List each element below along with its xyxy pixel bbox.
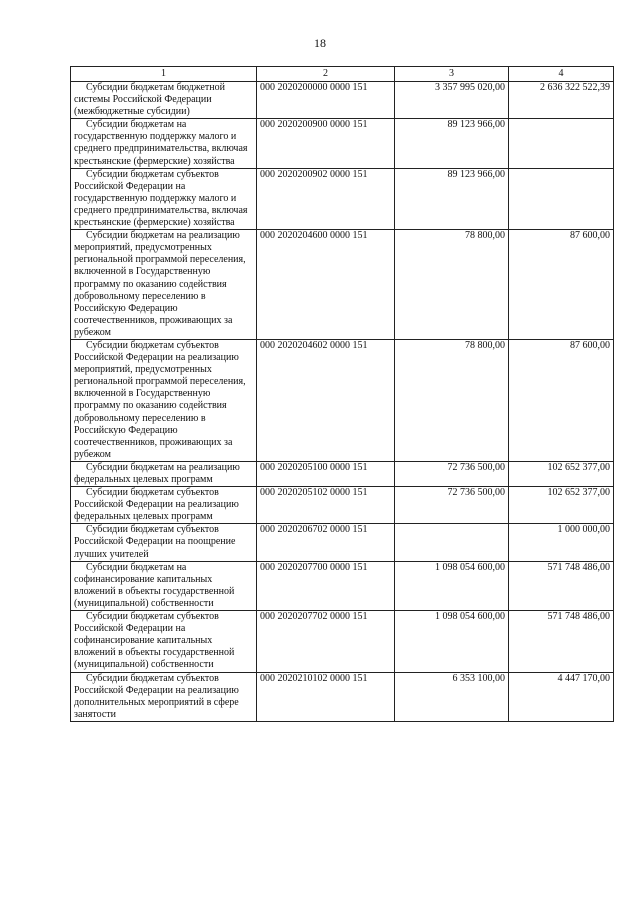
table-row bbox=[71, 611, 614, 672]
row-name-cell: Субсидии бюджетам субъектов Российской Федерации на реализацию дополнительных мероприятий в сфере занятости bbox=[71, 672, 257, 721]
table-row bbox=[71, 461, 614, 486]
row-code-cell: 000 2020207702 0000 151 bbox=[257, 611, 395, 672]
table-row bbox=[71, 561, 614, 610]
row-value-3-cell: 3 357 995 020,00 bbox=[395, 82, 509, 119]
row-name-cell: Субсидии бюджетам субъектов Российской Федерации на софинансирование капитальных вложений в объекты государственной (муниципальной) собственности bbox=[71, 611, 257, 672]
row-value-4-cell: 102 652 377,00 bbox=[509, 461, 614, 486]
row-code-cell: 000 2020205100 0000 151 bbox=[257, 461, 395, 486]
row-value-4-cell: 571 748 486,00 bbox=[509, 561, 614, 610]
row-value-4-cell: 4 447 170,00 bbox=[509, 672, 614, 721]
column-header-2: 2 bbox=[257, 67, 395, 82]
row-value-4-cell: 571 748 486,00 bbox=[509, 611, 614, 672]
table-row bbox=[71, 339, 614, 461]
row-code-cell: 000 2020210102 0000 151 bbox=[257, 672, 395, 721]
row-code-cell: 000 2020200902 0000 151 bbox=[257, 168, 395, 229]
column-header-1: 1 bbox=[71, 67, 257, 82]
row-code-cell: 000 2020204602 0000 151 bbox=[257, 339, 395, 461]
row-value-4-cell: 102 652 377,00 bbox=[509, 487, 614, 524]
row-code-cell: 000 2020200000 0000 151 bbox=[257, 82, 395, 119]
budget-table bbox=[70, 66, 614, 722]
table-row bbox=[71, 168, 614, 229]
column-header-4: 4 bbox=[509, 67, 614, 82]
row-value-4-cell: 1 000 000,00 bbox=[509, 524, 614, 561]
row-name-cell: Субсидии бюджетам бюджетной системы Российской Федерации (межбюджетные субсидии) bbox=[71, 82, 257, 119]
row-name-cell: Субсидии бюджетам субъектов Российской Федерации на государственную поддержку малого и среднего предпринимательства, включая крестьянские (фермерские) хозяйства bbox=[71, 168, 257, 229]
row-value-3-cell: 1 098 054 600,00 bbox=[395, 611, 509, 672]
row-name-cell: Субсидии бюджетам субъектов Российской Федерации на поощрение лучших учителей bbox=[71, 524, 257, 561]
row-name-cell: Субсидии бюджетам на софинансирование капитальных вложений в объекты государственной (муниципальной) собственности bbox=[71, 561, 257, 610]
row-value-4-cell bbox=[509, 119, 614, 168]
row-code-cell: 000 2020205102 0000 151 bbox=[257, 487, 395, 524]
row-value-4-cell: 87 600,00 bbox=[509, 339, 614, 461]
table-row bbox=[71, 119, 614, 168]
row-value-3-cell: 1 098 054 600,00 bbox=[395, 561, 509, 610]
row-code-cell: 000 2020204600 0000 151 bbox=[257, 230, 395, 340]
row-value-4-cell: 2 636 322 522,39 bbox=[509, 82, 614, 119]
row-name-cell: Субсидии бюджетам на реализацию федеральных целевых программ bbox=[71, 461, 257, 486]
column-header-3: 3 bbox=[395, 67, 509, 82]
row-name-cell: Субсидии бюджетам на реализацию мероприятий, предусмотренных региональной программой переселения, включенной в Государственную программу по оказанию содействия добровольному переселению в Российскую Федерацию соотечественников, проживающих за рубежом bbox=[71, 230, 257, 340]
row-value-3-cell: 6 353 100,00 bbox=[395, 672, 509, 721]
row-value-4-cell bbox=[509, 168, 614, 229]
row-name-cell: Субсидии бюджетам на государственную поддержку малого и среднего предпринимательства, включая крестьянские (фермерские) хозяйства bbox=[71, 119, 257, 168]
row-value-4-cell: 87 600,00 bbox=[509, 230, 614, 340]
table-row bbox=[71, 672, 614, 721]
row-value-3-cell: 72 736 500,00 bbox=[395, 487, 509, 524]
row-value-3-cell: 89 123 966,00 bbox=[395, 168, 509, 229]
page-number: 18 bbox=[314, 36, 326, 50]
row-name-cell: Субсидии бюджетам субъектов Российской Федерации на реализацию мероприятий, предусмотренных региональной программой переселения, включенной в Государственную программу по оказанию содействия добровольному переселению в Российскую Федерацию соотечественников, проживающих за рубежом bbox=[71, 339, 257, 461]
row-value-3-cell bbox=[395, 524, 509, 561]
table-row bbox=[71, 230, 614, 340]
row-name-cell: Субсидии бюджетам субъектов Российской Федерации на реализацию федеральных целевых программ bbox=[71, 487, 257, 524]
table-header-row bbox=[71, 67, 614, 82]
row-value-3-cell: 89 123 966,00 bbox=[395, 119, 509, 168]
row-value-3-cell: 78 800,00 bbox=[395, 339, 509, 461]
table-row bbox=[71, 487, 614, 524]
row-code-cell: 000 2020206702 0000 151 bbox=[257, 524, 395, 561]
table-row bbox=[71, 524, 614, 561]
row-value-3-cell: 72 736 500,00 bbox=[395, 461, 509, 486]
table-row bbox=[71, 82, 614, 119]
row-value-3-cell: 78 800,00 bbox=[395, 230, 509, 340]
row-code-cell: 000 2020200900 0000 151 bbox=[257, 119, 395, 168]
row-code-cell: 000 2020207700 0000 151 bbox=[257, 561, 395, 610]
